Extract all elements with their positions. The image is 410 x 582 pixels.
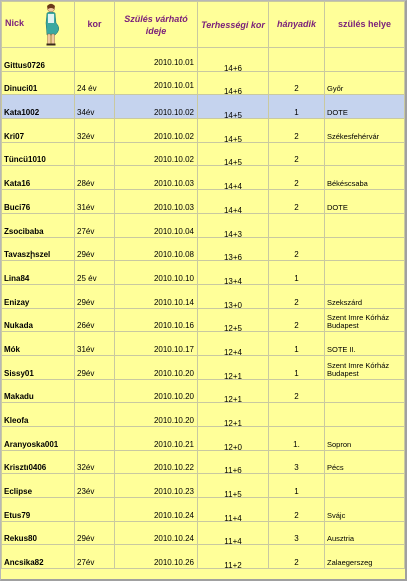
- table-row: [2, 166, 405, 190]
- cell-pregnancy-week[interactable]: [198, 261, 269, 285]
- cell-nick[interactable]: [2, 379, 75, 403]
- cell-birth-place-value: Székesfehérvár: [327, 131, 380, 141]
- cell-birth-place-value: Svájc: [327, 510, 346, 520]
- cell-due-date[interactable]: [115, 545, 198, 569]
- cell-pregnancy-week[interactable]: [198, 450, 269, 474]
- cell-nick-value: Kri07: [4, 131, 25, 141]
- cell-due-date-value: 2010.10.21: [153, 439, 194, 449]
- cell-pregnancy-week-value: 11+4: [224, 513, 242, 522]
- cell-due-date[interactable]: [115, 190, 198, 214]
- cell-pregnancy-week[interactable]: [198, 427, 269, 451]
- cell-due-date-value: 2010.10.23: [153, 487, 194, 497]
- cell-pregnancy-week[interactable]: [198, 355, 269, 379]
- cell-kor[interactable]: [75, 498, 115, 522]
- cell-nick-value: Tüncü1010: [4, 155, 46, 165]
- cell-due-date-value: 2010.10.03: [153, 202, 194, 212]
- cell-nick[interactable]: [2, 521, 75, 545]
- cell-kor-value: 29év: [77, 534, 95, 544]
- cell-nick[interactable]: [2, 166, 75, 190]
- cell-nth[interactable]: [269, 237, 325, 261]
- cell-kor[interactable]: [75, 284, 115, 308]
- header-nick[interactable]: [2, 2, 75, 48]
- cell-due-date-value: 2010.10.02: [153, 108, 194, 118]
- cell-due-date-value: 2010.10.14: [153, 297, 194, 307]
- cell-kor-value: 31év: [77, 344, 95, 354]
- cell-pregnancy-week-value: 14+4: [223, 205, 243, 214]
- cell-nth-value: 1.: [293, 439, 300, 449]
- cell-nth-value: 3: [294, 534, 299, 544]
- cell-due-date[interactable]: [115, 355, 198, 379]
- cell-kor-value: 31év: [77, 202, 95, 212]
- cell-due-date-value: 2010.10.02: [153, 155, 194, 165]
- cell-nick[interactable]: [2, 190, 75, 214]
- cell-due-date[interactable]: [115, 284, 198, 308]
- cell-nth[interactable]: [269, 119, 325, 143]
- cell-birth-place[interactable]: [325, 284, 405, 308]
- cell-due-date-value: 2010.10.20: [153, 368, 194, 378]
- cell-birth-place[interactable]: [325, 403, 405, 427]
- cell-nick-value: Aranyoska001: [4, 439, 59, 449]
- cell-birth-place[interactable]: [325, 142, 405, 166]
- cell-kor[interactable]: [75, 355, 115, 379]
- due-date-table: [1, 1, 405, 569]
- cell-nth-value: 2: [294, 179, 299, 189]
- cell-nick-value: Eclipse: [4, 487, 33, 497]
- table-row: [2, 379, 405, 403]
- cell-kor[interactable]: [75, 545, 115, 569]
- cell-pregnancy-week-value: 11+6: [224, 466, 242, 474]
- cell-pregnancy-week-value: 12+1: [223, 395, 243, 403]
- cell-pregnancy-week-value: 11+2: [224, 561, 242, 569]
- cell-nick[interactable]: [2, 95, 75, 119]
- cell-nth-value: 1: [294, 487, 299, 497]
- cell-kor-value: 32év: [77, 131, 95, 141]
- cell-kor[interactable]: [75, 474, 115, 498]
- cell-nick-value: Dinuci01: [4, 84, 38, 94]
- cell-birth-place[interactable]: [325, 355, 405, 379]
- cell-due-date[interactable]: [115, 166, 198, 190]
- table-row: [2, 237, 405, 261]
- cell-nick-value: Mók: [4, 344, 20, 354]
- cell-nth-value: 2: [294, 155, 299, 165]
- cell-pregnancy-week[interactable]: [198, 142, 269, 166]
- cell-birth-place-value: Sopron: [327, 439, 352, 449]
- cell-birth-place[interactable]: [325, 379, 405, 403]
- cell-nick-value: Zsocibaba: [4, 226, 44, 236]
- cell-nick-value: Makadu: [4, 392, 34, 402]
- cell-due-date[interactable]: [115, 119, 198, 143]
- cell-birth-place[interactable]: [325, 427, 405, 451]
- cell-nick-value: Kleofa: [4, 416, 29, 425]
- cell-due-date-value: 2010.10.20: [153, 392, 194, 402]
- cell-pregnancy-week[interactable]: [198, 213, 269, 237]
- cell-due-date-value: 2010.10.26: [153, 558, 194, 568]
- cell-pregnancy-week-value: 13+0: [223, 300, 243, 309]
- cell-nick[interactable]: [2, 213, 75, 237]
- cell-nick-value: Etus79: [4, 510, 31, 520]
- cell-nth[interactable]: [269, 521, 325, 545]
- cell-kor-value: 32év: [77, 463, 95, 473]
- header-kor[interactable]: kor: [75, 2, 115, 48]
- table-row: [2, 261, 405, 285]
- cell-pregnancy-week[interactable]: [198, 48, 269, 72]
- cell-birth-place-value: Szent Imre Kórház Budapest: [327, 313, 390, 331]
- cell-due-date[interactable]: [115, 48, 198, 72]
- cell-nth[interactable]: [269, 308, 325, 332]
- cell-birth-place[interactable]: [325, 48, 405, 72]
- cell-nick-value: Tavaszիszel: [4, 250, 51, 260]
- cell-nth-value: 1: [294, 273, 299, 283]
- table-row: [2, 355, 405, 379]
- cell-pregnancy-week[interactable]: [198, 166, 269, 190]
- cell-kor-value: 29év: [77, 368, 95, 378]
- cell-pregnancy-week[interactable]: [198, 71, 269, 95]
- cell-nth[interactable]: [269, 261, 325, 285]
- cell-nth[interactable]: [269, 427, 325, 451]
- cell-due-date-value: 2010.10.03: [153, 179, 194, 189]
- cell-kor[interactable]: [75, 237, 115, 261]
- cell-due-date[interactable]: [115, 332, 198, 356]
- cell-pregnancy-week-value: 11+4: [224, 537, 242, 545]
- cell-birth-place[interactable]: [325, 545, 405, 569]
- cell-pregnancy-week-value: 14+5: [223, 111, 243, 119]
- cell-pregnancy-week-value: 14+5: [223, 134, 243, 143]
- cell-nick[interactable]: [2, 545, 75, 569]
- cell-nick-value: Rekus80: [4, 534, 37, 544]
- cell-birth-place-value: Zalaegerszeg: [327, 558, 373, 568]
- cell-birth-place[interactable]: [325, 521, 405, 545]
- cell-nth-value: 2: [294, 321, 299, 331]
- cell-nth[interactable]: [269, 166, 325, 190]
- cell-nick-value: Kata16: [4, 179, 31, 189]
- cell-due-date-value: 2010.10.20: [153, 416, 194, 425]
- cell-birth-place[interactable]: [325, 332, 405, 356]
- cell-due-date-value: 2010.10.04: [153, 226, 194, 236]
- cell-birth-place[interactable]: [325, 308, 405, 332]
- cell-nick[interactable]: [2, 403, 75, 427]
- cell-kor[interactable]: [75, 261, 115, 285]
- cell-birth-place[interactable]: [325, 213, 405, 237]
- cell-pregnancy-week[interactable]: [198, 119, 269, 143]
- cell-kor[interactable]: [75, 332, 115, 356]
- cell-nth[interactable]: [269, 142, 325, 166]
- cell-nth[interactable]: [269, 48, 325, 72]
- cell-pregnancy-week-value: 12+4: [223, 347, 243, 356]
- cell-birth-place-value: Szent Imre Kórház Budapest: [327, 360, 390, 378]
- cell-kor-value: 28év: [77, 179, 95, 189]
- header-nth[interactable]: hányadik: [269, 2, 325, 48]
- cell-nick[interactable]: [2, 332, 75, 356]
- cell-kor-value: 29év: [77, 297, 95, 307]
- cell-birth-place[interactable]: [325, 119, 405, 143]
- cell-due-date[interactable]: [115, 403, 198, 427]
- cell-birth-place[interactable]: [325, 498, 405, 522]
- cell-nick[interactable]: [2, 427, 75, 451]
- cell-birth-place[interactable]: [325, 166, 405, 190]
- cell-kor[interactable]: [75, 450, 115, 474]
- cell-nth[interactable]: [269, 332, 325, 356]
- cell-nth[interactable]: [269, 284, 325, 308]
- cell-birth-place[interactable]: [325, 71, 405, 95]
- cell-kor[interactable]: [75, 95, 115, 119]
- cell-nth[interactable]: [269, 403, 325, 427]
- cell-nick-value: Kata1002: [4, 108, 40, 118]
- cell-due-date[interactable]: [115, 450, 198, 474]
- cell-nth[interactable]: [269, 545, 325, 569]
- cell-due-date-value: 2010.10.16: [153, 321, 194, 331]
- cell-birth-place[interactable]: [325, 450, 405, 474]
- cell-nick[interactable]: [2, 355, 75, 379]
- cell-kor[interactable]: [75, 48, 115, 72]
- cell-nth[interactable]: [269, 213, 325, 237]
- cell-nick-value: Buci76: [4, 202, 31, 212]
- cell-nick[interactable]: [2, 237, 75, 261]
- table-row: [2, 190, 405, 214]
- cell-pregnancy-week[interactable]: [198, 379, 269, 403]
- cell-kor-value: 27év: [77, 226, 95, 236]
- cell-birth-place[interactable]: [325, 95, 405, 119]
- cell-nick-value: Ancsika82: [4, 558, 44, 568]
- cell-kor[interactable]: [75, 71, 115, 95]
- cell-due-date[interactable]: [115, 213, 198, 237]
- cell-birth-place-value: DOTE: [327, 202, 348, 212]
- table-row: [2, 142, 405, 166]
- cell-nth-value: 1: [294, 368, 299, 378]
- table-row: [2, 213, 405, 237]
- cell-kor[interactable]: [75, 379, 115, 403]
- cell-due-date-value: 2010.10.08: [153, 250, 194, 260]
- cell-kor[interactable]: [75, 403, 115, 427]
- cell-kor-value: 23év: [77, 487, 95, 497]
- header-due-date[interactable]: Szülés várható ideje: [115, 2, 198, 48]
- cell-kor-value: 24 év: [77, 84, 97, 94]
- cell-due-date[interactable]: [115, 261, 198, 285]
- cell-nth[interactable]: [269, 355, 325, 379]
- cell-nick[interactable]: [2, 498, 75, 522]
- cell-nth[interactable]: [269, 450, 325, 474]
- cell-due-date-value: 2010.10.17: [153, 344, 194, 354]
- cell-nick[interactable]: [2, 71, 75, 95]
- cell-nick[interactable]: [2, 48, 75, 72]
- cell-due-date[interactable]: [115, 474, 198, 498]
- cell-due-date-value: 2010.10.01: [153, 81, 194, 91]
- cell-pregnancy-week-value: 14+5: [223, 158, 243, 166]
- cell-nick[interactable]: [2, 308, 75, 332]
- cell-kor[interactable]: [75, 166, 115, 190]
- cell-pregnancy-week-value: 14+3: [223, 229, 243, 237]
- cell-nth-value: 3: [294, 463, 299, 473]
- header-birth-place[interactable]: szülés helye: [325, 2, 405, 48]
- cell-nth-value: 1: [294, 108, 299, 118]
- table-row: [2, 332, 405, 356]
- cell-due-date-value: 2010.10.24: [153, 510, 194, 520]
- cell-nick[interactable]: [2, 261, 75, 285]
- table-row: [2, 119, 405, 143]
- cell-kor[interactable]: [75, 308, 115, 332]
- cell-nth[interactable]: [269, 95, 325, 119]
- cell-pregnancy-week-value: 14+6: [223, 63, 243, 72]
- cell-birth-place[interactable]: [325, 190, 405, 214]
- cell-pregnancy-week-value: 14+4: [223, 182, 243, 190]
- cell-nth-value: 2: [294, 297, 299, 307]
- cell-nth-value: 2: [294, 131, 299, 141]
- cell-nick-value: Nukada: [4, 321, 33, 331]
- cell-birth-place-value: Pécs: [327, 463, 344, 473]
- cell-due-date-value: 2010.10.24: [153, 534, 194, 544]
- cell-nick-value: Sissy01: [4, 368, 34, 378]
- cell-kor[interactable]: [75, 190, 115, 214]
- cell-kor[interactable]: [75, 213, 115, 237]
- cell-pregnancy-week[interactable]: [198, 95, 269, 119]
- cell-nick[interactable]: [2, 450, 75, 474]
- table-row: [2, 521, 405, 545]
- cell-pregnancy-week-value: 14+6: [223, 87, 243, 95]
- cell-birth-place-value: Győr: [327, 84, 344, 94]
- cell-pregnancy-week[interactable]: [198, 332, 269, 356]
- cell-pregnancy-week[interactable]: [198, 474, 269, 498]
- cell-pregnancy-week[interactable]: [198, 308, 269, 332]
- table-row: [2, 450, 405, 474]
- cell-pregnancy-week[interactable]: [198, 284, 269, 308]
- cell-kor[interactable]: [75, 427, 115, 451]
- header-pregnancy-week[interactable]: Terhességi kor: [198, 2, 269, 48]
- cell-pregnancy-week[interactable]: [198, 498, 269, 522]
- table-row: [2, 71, 405, 95]
- cell-birth-place-value: Szekszárd: [327, 297, 363, 307]
- cell-nick-value: Enizay: [4, 297, 30, 307]
- cell-nick[interactable]: [2, 474, 75, 498]
- cell-pregnancy-week-value: 11+5: [224, 490, 242, 498]
- cell-birth-place[interactable]: [325, 474, 405, 498]
- cell-pregnancy-week[interactable]: [198, 237, 269, 261]
- cell-pregnancy-week-value: 13+4: [223, 276, 243, 285]
- cell-due-date[interactable]: [115, 498, 198, 522]
- table-row: [2, 474, 405, 498]
- cell-due-date[interactable]: [115, 142, 198, 166]
- cell-nick[interactable]: [2, 119, 75, 143]
- cell-nick-value: Krisztı0406: [4, 463, 47, 473]
- cell-kor[interactable]: [75, 119, 115, 143]
- table-row: [2, 95, 405, 119]
- cell-nth-value: 2: [294, 202, 299, 212]
- table-row: [2, 545, 405, 569]
- cell-due-date[interactable]: [115, 71, 198, 95]
- header-nick-label: Nick: [5, 18, 25, 28]
- cell-pregnancy-week-value: 12+0: [223, 442, 243, 451]
- cell-kor-value: 27év: [77, 558, 95, 568]
- cell-due-date-value: 2010.10.10: [153, 273, 194, 283]
- cell-due-date[interactable]: [115, 379, 198, 403]
- cell-due-date[interactable]: [115, 521, 198, 545]
- cell-nth[interactable]: [269, 498, 325, 522]
- cell-birth-place-value: DOTE: [327, 108, 348, 118]
- cell-due-date-value: 2010.10.01: [153, 57, 194, 67]
- cell-kor-value: 29év: [77, 250, 95, 260]
- cell-nth-value: 2: [294, 558, 299, 568]
- cell-nth-value: 1: [294, 344, 299, 354]
- cell-pregnancy-week[interactable]: [198, 545, 269, 569]
- cell-nick[interactable]: [2, 142, 75, 166]
- table-row: [2, 427, 405, 451]
- cell-pregnancy-week-value: 12+1: [223, 371, 243, 380]
- cell-nth-value: 2: [294, 84, 299, 94]
- cell-due-date[interactable]: [115, 427, 198, 451]
- table-row: [2, 48, 405, 72]
- table-row: [2, 284, 405, 308]
- cell-nick-value: Gittus0726: [4, 60, 45, 70]
- cell-birth-place-value: Ausztria: [327, 534, 355, 544]
- cell-birth-place[interactable]: [325, 237, 405, 261]
- cell-due-date[interactable]: [115, 308, 198, 332]
- cell-due-date-value: 2010.10.22: [153, 463, 194, 473]
- table-row: [2, 308, 405, 332]
- cell-pregnancy-week-value: 12+1: [223, 419, 243, 427]
- cell-pregnancy-week[interactable]: [198, 190, 269, 214]
- cell-birth-place-value: SOTE II.: [327, 344, 356, 354]
- cell-kor[interactable]: [75, 142, 115, 166]
- cell-nth-value: 2: [294, 392, 299, 402]
- cell-pregnancy-week[interactable]: [198, 521, 269, 545]
- cell-nick[interactable]: [2, 284, 75, 308]
- cell-pregnancy-week-value: 13+6: [223, 253, 243, 261]
- header-row: [2, 2, 405, 48]
- cell-nth-value: 2: [294, 250, 299, 260]
- pregnant-woman-icon: [40, 3, 62, 46]
- cell-nth[interactable]: [269, 474, 325, 498]
- cell-due-date[interactable]: [115, 95, 198, 119]
- cell-kor-value: 34év: [77, 108, 95, 118]
- cell-nth[interactable]: [269, 71, 325, 95]
- cell-nth[interactable]: [269, 190, 325, 214]
- cell-pregnancy-week[interactable]: [198, 403, 269, 427]
- table-row: [2, 403, 405, 427]
- cell-kor-value: 25 év: [77, 273, 97, 283]
- cell-birth-place[interactable]: [325, 261, 405, 285]
- table-row: [2, 498, 405, 522]
- cell-due-date-value: 2010.10.02: [153, 131, 194, 141]
- cell-nth[interactable]: [269, 379, 325, 403]
- cell-due-date[interactable]: [115, 237, 198, 261]
- cell-kor-value: 26év: [77, 321, 95, 331]
- cell-nick-value: Lina84: [4, 273, 30, 283]
- cell-nth-value: 2: [294, 510, 299, 520]
- cell-pregnancy-week-value: 12+5: [223, 324, 243, 332]
- cell-kor[interactable]: [75, 521, 115, 545]
- cell-birth-place-value: Békéscsaba: [327, 179, 368, 189]
